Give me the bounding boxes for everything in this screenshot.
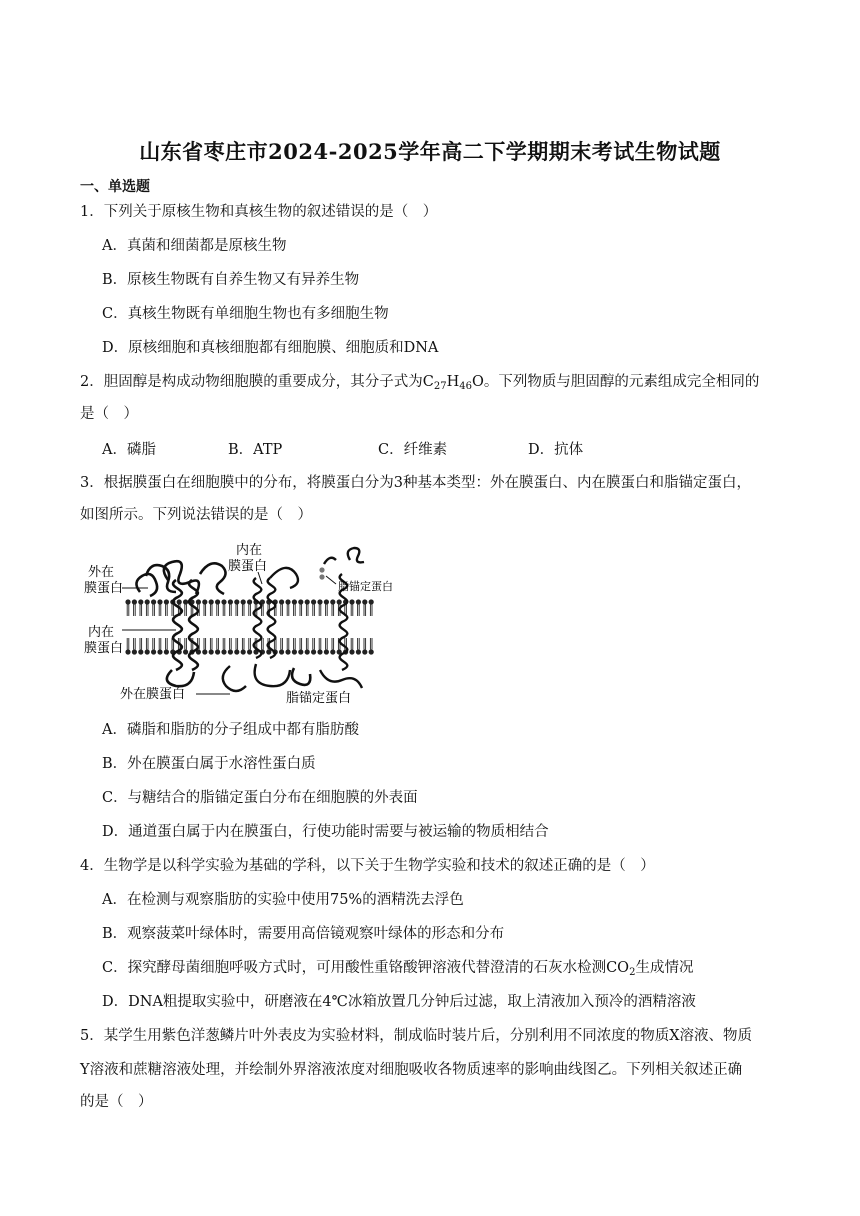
- phospholipid: [362, 599, 367, 616]
- leader-lipid-right: [326, 576, 336, 584]
- question-1-stem: 1．下列关于原核生物和真核生物的叙述错误的是（ ）: [80, 204, 438, 220]
- question-2-option-c: C．纤维素: [378, 442, 448, 458]
- question-3-option-b: B．外在膜蛋白属于水溶性蛋白质: [102, 756, 316, 772]
- question-2-option-a: A．磷脂: [102, 442, 156, 458]
- phospholipid: [228, 599, 233, 616]
- phospholipid: [369, 599, 374, 616]
- phospholipid: [362, 638, 367, 655]
- phospholipid: [125, 599, 130, 616]
- phospholipid: [369, 638, 374, 655]
- phospholipid: [305, 638, 310, 655]
- question-5-stem-cont-2: 的是（ ）: [80, 1094, 153, 1110]
- question-3-stem: 3．根据膜蛋白在细胞膜中的分布，将膜蛋白分为3种基本类型：外在膜蛋白、内在膜蛋白和脂锚定蛋白，: [80, 475, 751, 491]
- phospholipid: [164, 599, 169, 616]
- phospholipid: [247, 638, 252, 655]
- inner-membrane-protein-middle: [223, 568, 298, 691]
- phospholipid: [356, 638, 361, 655]
- question-3-option-c: C．与糖结合的脂锚定蛋白分布在细胞膜的外表面: [102, 790, 418, 806]
- label-inner-protein-top-2: 膜蛋白: [228, 559, 268, 574]
- question-1-option-a: A．真菌和细菌都是原核生物: [102, 238, 287, 254]
- phospholipid: [298, 638, 303, 655]
- phospholipid: [324, 638, 329, 655]
- question-5-stem: 5．某学生用紫色洋葱鳞片叶外表皮为实验材料，制成临时装片后，分别利用不同浓度的物质X溶液、物质: [80, 1028, 753, 1044]
- label-lipid-anchored-right: 脂锚定蛋白: [338, 580, 393, 593]
- phospholipid: [241, 638, 246, 655]
- section-heading: 一、单选题: [80, 179, 150, 195]
- phospholipid: [145, 638, 150, 655]
- phospholipid: [183, 638, 188, 655]
- phospholipid: [138, 599, 143, 616]
- question-2-option-d: D．抗体: [528, 442, 584, 458]
- label-outer-protein-bottom: 外在膜蛋白: [120, 687, 186, 702]
- phospholipid: [132, 638, 137, 655]
- question-1-option-c: C．真核生物既有单细胞生物也有多细胞生物: [102, 306, 389, 322]
- phospholipid: [349, 599, 354, 616]
- lower-lipid-leaflet: [125, 638, 373, 655]
- phospholipid: [132, 599, 137, 616]
- phospholipid: [157, 638, 162, 655]
- phospholipid: [202, 638, 207, 655]
- phospholipid: [221, 638, 226, 655]
- membrane-protein-figure: [80, 540, 410, 706]
- phospholipid: [330, 599, 335, 616]
- question-4-stem: 4．生物学是以科学实验为基础的学科，以下关于生物学实验和技术的叙述正确的是（ ）: [80, 858, 655, 874]
- label-outer-protein-top-1: 外在: [88, 565, 115, 580]
- upper-lipid-leaflet: [125, 599, 373, 616]
- phospholipid: [138, 638, 143, 655]
- phospholipid: [317, 638, 322, 655]
- question-3-option-d: D．通道蛋白属于内在膜蛋白，行使功能时需要与被运输的物质相结合: [102, 824, 549, 840]
- phospholipid: [234, 599, 239, 616]
- phospholipid: [164, 638, 169, 655]
- phospholipid: [356, 599, 361, 616]
- question-3-stem-cont: 如图所示。下列说法错误的是（ ）: [80, 507, 312, 523]
- label-inner-protein-left-1: 内在: [88, 625, 115, 640]
- phospholipid: [234, 638, 239, 655]
- phospholipid: [145, 599, 150, 616]
- phospholipid: [279, 638, 284, 655]
- phospholipid: [183, 599, 188, 616]
- question-3-option-a: A．磷脂和脂肪的分子组成中都有脂肪酸: [102, 722, 359, 738]
- question-4-option-c: C．探究酵母菌细胞呼吸方式时，可用酸性重铬酸钾溶液代替澄清的石灰水检测$CO_2$生成情况: [102, 960, 694, 978]
- page-title: 山东省枣庄市2024-2025学年高二下学期期末考试生物试题: [139, 139, 721, 164]
- phospholipid: [285, 638, 290, 655]
- phospholipid: [157, 599, 162, 616]
- question-1-option-b: B．原核生物既有自养生物又有异养生物: [102, 272, 360, 288]
- question-2-stem: 2．胆固醇是构成动物细胞膜的重要成分，其分子式为$C_{27}H_{46}O$。下列物质与胆固醇的元素组成完全相同的: [80, 374, 760, 392]
- phospholipid: [292, 638, 297, 655]
- phospholipid: [279, 599, 284, 616]
- question-2-options: [102, 438, 802, 458]
- lipid-anchored-protein-bottom: [292, 668, 310, 685]
- question-4-option-b: B．观察菠菜叶绿体时，需要用高倍镜观察叶绿体的形态和分布: [102, 926, 505, 942]
- phospholipid: [241, 599, 246, 616]
- phospholipid: [317, 599, 322, 616]
- phospholipid: [125, 638, 130, 655]
- label-outer-protein-top-2: 膜蛋白: [84, 581, 124, 596]
- question-5-stem-cont-1: Y溶液和蔗糖溶液处理，并绘制外界溶液浓度对细胞吸收各物质速率的影响曲线图乙。下列相关叙述正确: [80, 1062, 743, 1078]
- phospholipid: [247, 599, 252, 616]
- phospholipid: [292, 599, 297, 616]
- phospholipid: [330, 638, 335, 655]
- phospholipid: [298, 599, 303, 616]
- phospholipid: [311, 638, 316, 655]
- question-2-option-b: B．ATP: [228, 442, 283, 458]
- phospholipid: [151, 638, 156, 655]
- phospholipid: [311, 599, 316, 616]
- phospholipid: [215, 638, 220, 655]
- phospholipid: [349, 638, 354, 655]
- phospholipid: [228, 638, 233, 655]
- phospholipid: [305, 599, 310, 616]
- phospholipid: [285, 599, 290, 616]
- phospholipid: [151, 599, 156, 616]
- label-lipid-anchored-bottom: 脂锚定蛋白: [286, 691, 352, 706]
- phospholipid: [221, 599, 226, 616]
- phospholipid: [202, 599, 207, 616]
- question-2-stem-cont: 是（ ）: [80, 406, 138, 422]
- phospholipid: [209, 599, 214, 616]
- question-4-option-d: D．DNA粗提取实验中，研磨液在4℃冰箱放置几分钟后过滤，取上清液加入预冷的酒精溶液: [102, 994, 696, 1010]
- phospholipid: [215, 599, 220, 616]
- phospholipid: [209, 638, 214, 655]
- label-inner-protein-left-2: 膜蛋白: [84, 641, 124, 656]
- label-inner-protein-top-1: 内在: [236, 543, 263, 558]
- phospholipid: [324, 599, 329, 616]
- question-4-option-a: A．在检测与观察脂肪的实验中使用75%的酒精洗去浮色: [102, 892, 464, 908]
- question-1-option-d: D．原核细胞和真核细胞都有细胞膜、细胞质和DNA: [102, 340, 439, 356]
